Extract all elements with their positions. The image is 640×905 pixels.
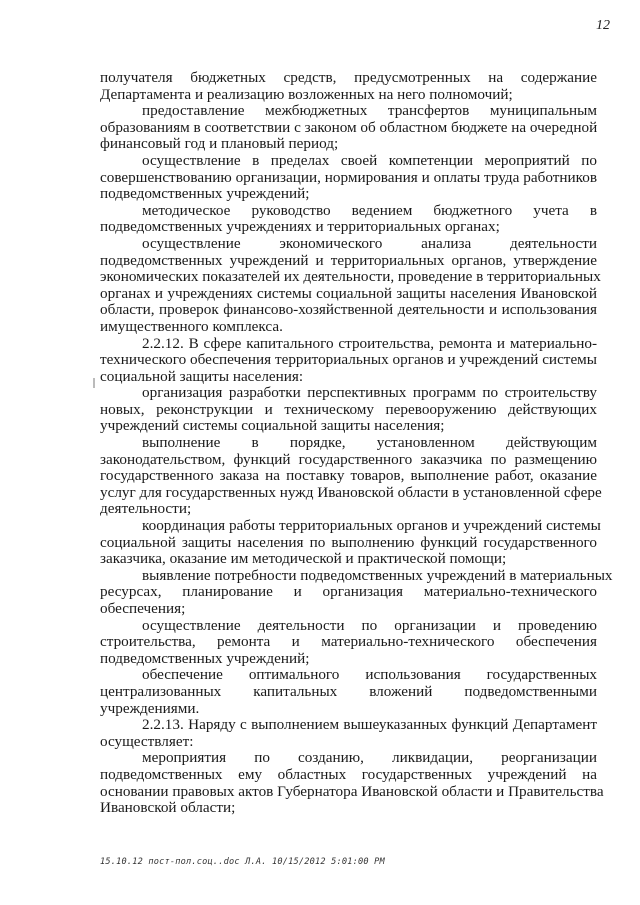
text-line: мероприятия по созданию, ликвидации, реорганизации xyxy=(142,749,597,767)
text-line: социальной защиты населения по выполнению функций государственного xyxy=(100,533,597,551)
text-line: централизованных капитальных вложений подведомственными xyxy=(100,682,597,700)
text-line: выявление потребности подведомственных учреждений в материальных xyxy=(142,566,613,584)
text-line: методическое руководство ведением бюджетного учета в xyxy=(142,201,597,219)
text-line: подведомственных учреждений; xyxy=(100,185,310,203)
text-line: 2.2.12. В сфере капитального строительства, ремонта и материально- xyxy=(142,334,597,352)
page-number: 12 xyxy=(596,18,610,33)
text-line: ресурсах, планирование и организация материально-технического xyxy=(100,583,597,601)
text-line: совершенствованию организации, нормирования и оплаты труда работников xyxy=(100,168,597,186)
text-line: образованиям в соответствии с законом об областном бюджете на очередной xyxy=(100,118,598,136)
text-line: осуществление деятельности по организации и проведению xyxy=(142,616,597,634)
text-line: учреждениями. xyxy=(100,699,200,717)
text-line: осуществляет: xyxy=(100,732,194,750)
document-footer: 15.10.12 пост-пол.соц..doc Л.А. 10/15/2012 5:01:00 PM xyxy=(100,857,385,867)
text-line: государственного заказа на поставку товаров, выполнение работ, оказание xyxy=(100,467,597,485)
text-line: обеспечение оптимального использования государственных xyxy=(142,666,597,684)
document-body xyxy=(100,69,613,817)
text-line: предоставление межбюджетных трансфертов муниципальным xyxy=(142,102,597,120)
text-line: Ивановской области; xyxy=(100,799,236,817)
text-line: основании правовых актов Губернатора Ивановской области и Правительства xyxy=(100,782,604,800)
text-line: заказчика, оказание им методической и практической помощи; xyxy=(100,550,507,568)
text-line: подведомственных учреждениях и территориальных органах; xyxy=(100,218,500,236)
text-line: имущественного комплекса. xyxy=(100,317,283,335)
text-line: Департамента и реализацию возложенных на него полномочий; xyxy=(100,85,513,103)
text-line: выполнение в порядке, установленном действующим xyxy=(142,434,597,452)
text-line: технического обеспечения территориальных органов и учреждений системы xyxy=(100,351,597,369)
text-line: строительства, ремонта и материально-технического обеспечения xyxy=(100,633,597,651)
text-line: социальной защиты населения: xyxy=(100,367,304,385)
scan-mark xyxy=(93,378,95,388)
text-line: экономических показателей их деятельности, проведение в территориальных xyxy=(100,268,601,286)
text-line: учреждений системы социальной защиты населения; xyxy=(100,417,445,435)
text-line: области, проверок финансово-хозяйственной деятельности и использования xyxy=(100,301,597,319)
text-line: подведомственных учреждений; xyxy=(100,649,310,667)
text-line: координация работы территориальных органов и учреждений системы xyxy=(142,517,601,535)
text-line: финансовый год и плановый период; xyxy=(100,135,339,153)
text-line: подведомственных учреждений и территориальных органов, утверждение xyxy=(100,251,597,269)
text-line: органах и учреждениях системы социальной защиты населения Ивановской xyxy=(100,284,597,302)
text-line: обеспечения; xyxy=(100,600,186,617)
text-line: осуществление в пределах своей компетенции мероприятий по xyxy=(142,151,597,169)
text-line: новых, реконструкции и техническому перевооружению действующих xyxy=(100,400,597,418)
text-line: подведомственных ему областных государственных учреждений на xyxy=(100,765,597,783)
text-line: законодательством, функций государственного заказчика по размещению xyxy=(100,450,597,468)
text-line: 2.2.13. Наряду с выполнением вышеуказанных функций Департамент xyxy=(142,716,597,734)
text-line: организация разработки перспективных программ по строительству xyxy=(142,384,597,402)
text-line: осуществление экономического анализа деятельности xyxy=(142,234,597,252)
text-line: услуг для государственных нужд Ивановской области в установленной сфере xyxy=(100,483,602,501)
text-line: получателя бюджетных средств, предусмотренных на содержание xyxy=(100,69,597,86)
text-line: деятельности; xyxy=(100,500,192,518)
